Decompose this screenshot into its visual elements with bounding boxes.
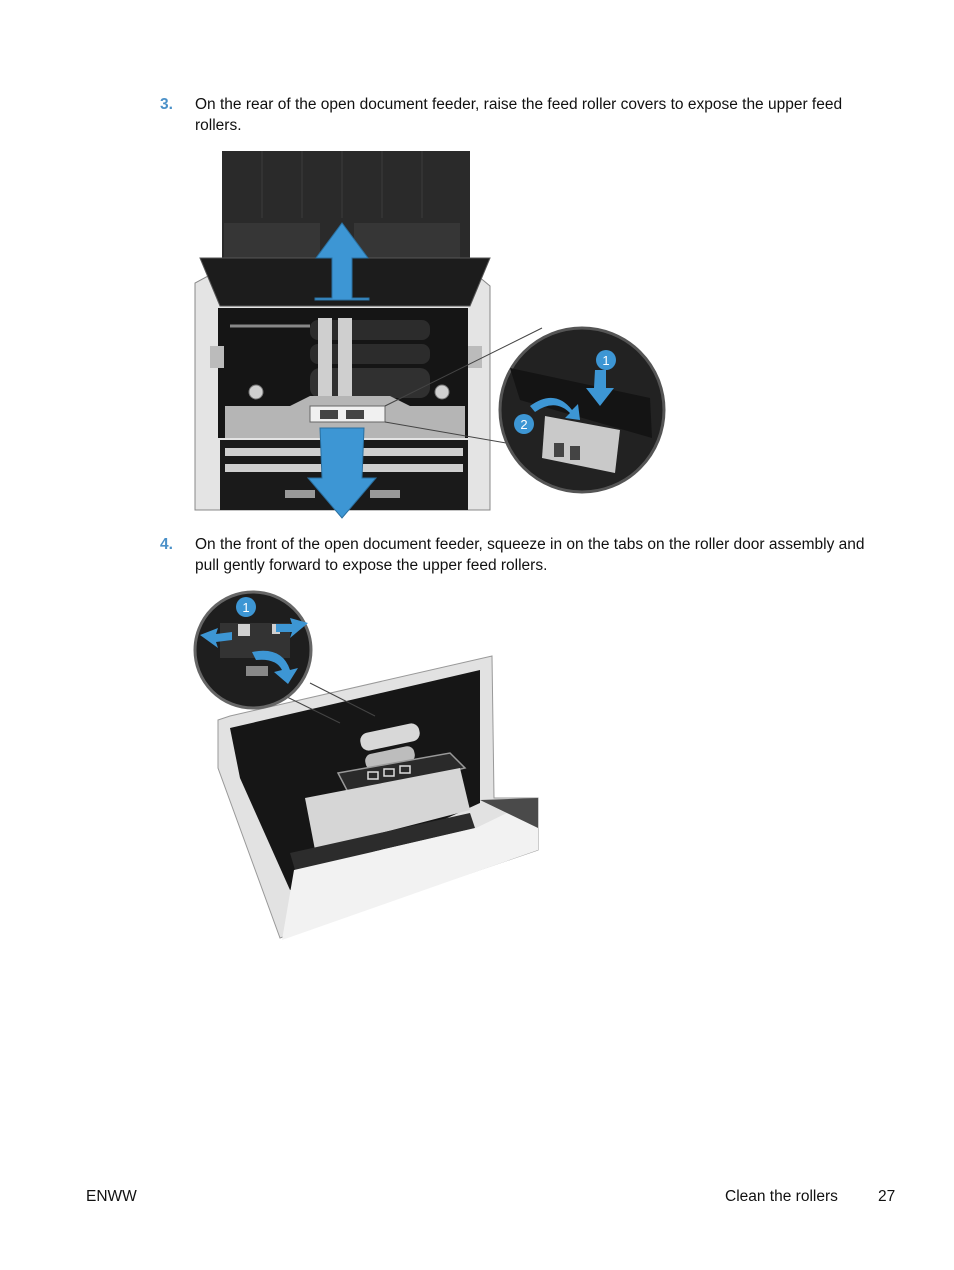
footer-section-title: Clean the rollers bbox=[725, 1188, 838, 1205]
front-feeder-illustration bbox=[190, 588, 542, 940]
footer-label: ENWW bbox=[86, 1188, 137, 1205]
step-number: 3. bbox=[160, 96, 173, 113]
callout-label: 1 bbox=[242, 600, 250, 615]
step-text: On the rear of the open document feeder, raise the feed roller covers to expose the upper feed rollers. bbox=[195, 96, 843, 134]
step-text: On the front of the open document feeder, squeeze in on the tabs on the roller door assembly and pull gently forward to expose the upper feed rollers. bbox=[195, 536, 865, 574]
callout-1 bbox=[236, 597, 256, 617]
rear-feeder-illustration bbox=[190, 148, 670, 520]
callout-label: 2 bbox=[520, 417, 528, 432]
page-number: 27 bbox=[878, 1188, 896, 1205]
callout-1 bbox=[596, 350, 616, 370]
callout-2 bbox=[514, 414, 534, 434]
step-number: 4. bbox=[160, 536, 173, 553]
callout-label: 1 bbox=[602, 353, 610, 368]
